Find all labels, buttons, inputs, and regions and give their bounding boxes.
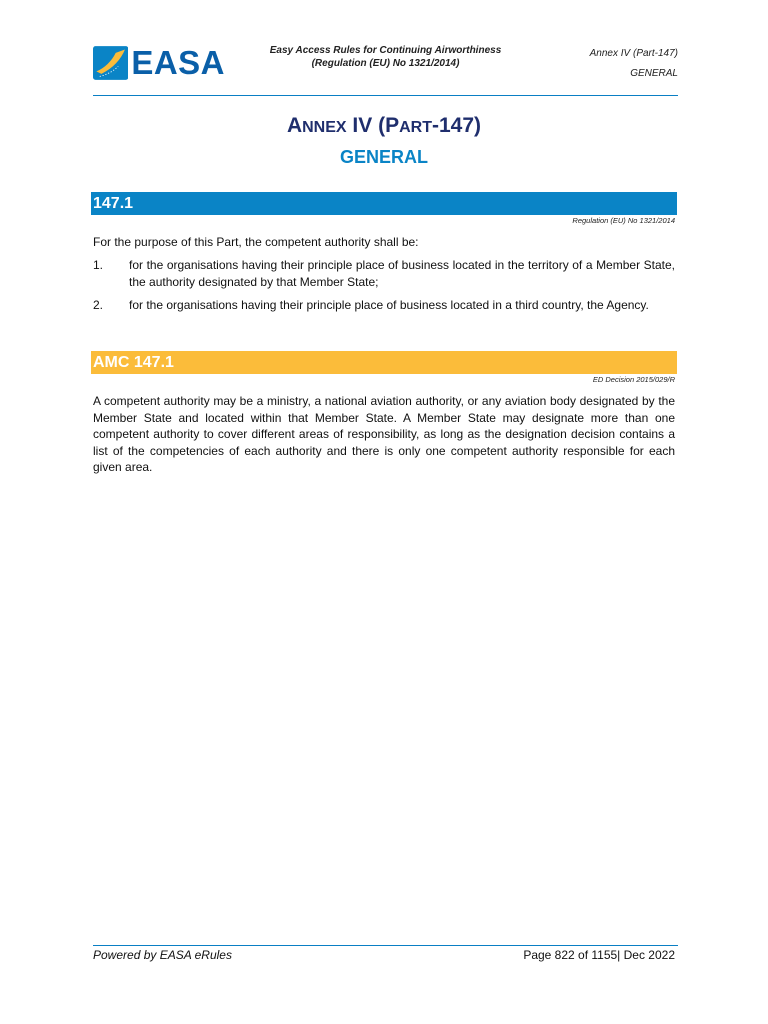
section-label: GENERAL [630,68,678,79]
list-item-text: for the organisations having their principle place of business located in a third country, the Agency. [129,298,649,312]
list-item-number: 2. [93,298,104,312]
easa-bird-icon [93,43,128,83]
amc-body-text: A competent authority may be a ministry, a national aviation authority, or any aviation body designated by the Member State and located within that Member State. A Member State may designate more than one competent authority to cover different areas of responsibility, as long as the designation decision contains a list of the competencies of each authority and there is only one competent authority responsible for each given area. [93,394,675,474]
document-title-line1: Easy Access Rules for Continuing Airworthiness [269,45,502,56]
section-heading-amc-147-1: AMC 147.1 [91,351,677,374]
title-part: NNEX [302,119,347,136]
footer-powered-by: Powered by EASA eRules [93,948,232,962]
list-item-number: 1. [93,258,104,272]
title-part: A [286,114,303,137]
section-intro: For the purpose of this Part, the competent authority shall be: [93,235,419,249]
title-part: -147) [432,114,482,137]
page-title [0,112,768,142]
annex-label: Annex IV (Part-147) [589,48,678,59]
footer-page-info: Page 822 of 1155| Dec 2022 [523,948,675,962]
page-header [93,40,678,97]
regulation-reference: Regulation (EU) No 1321/2014 [572,216,675,225]
title-part: IV ( [346,114,386,137]
title-part: P [385,114,400,137]
section-reference [590,44,678,84]
easa-logo [93,43,225,83]
document-title-line2: (Regulation (EU) No 1321/2014) [311,58,460,69]
section-heading-147-1: 147.1 [91,192,677,215]
list-item-text: for the organisations having their principle place of business located in the territory of a Member State, the authority designated by that Member State; [129,258,675,289]
list-item [93,297,675,314]
logo-text: EASA [131,44,225,81]
title-part: ART [399,119,432,136]
footer-divider [93,945,678,946]
list-item [93,257,675,290]
decision-reference: ED Decision 2015/029/R [592,375,675,384]
document-title [258,44,513,70]
header-divider [93,95,678,96]
page-subtitle: GENERAL [339,147,428,167]
